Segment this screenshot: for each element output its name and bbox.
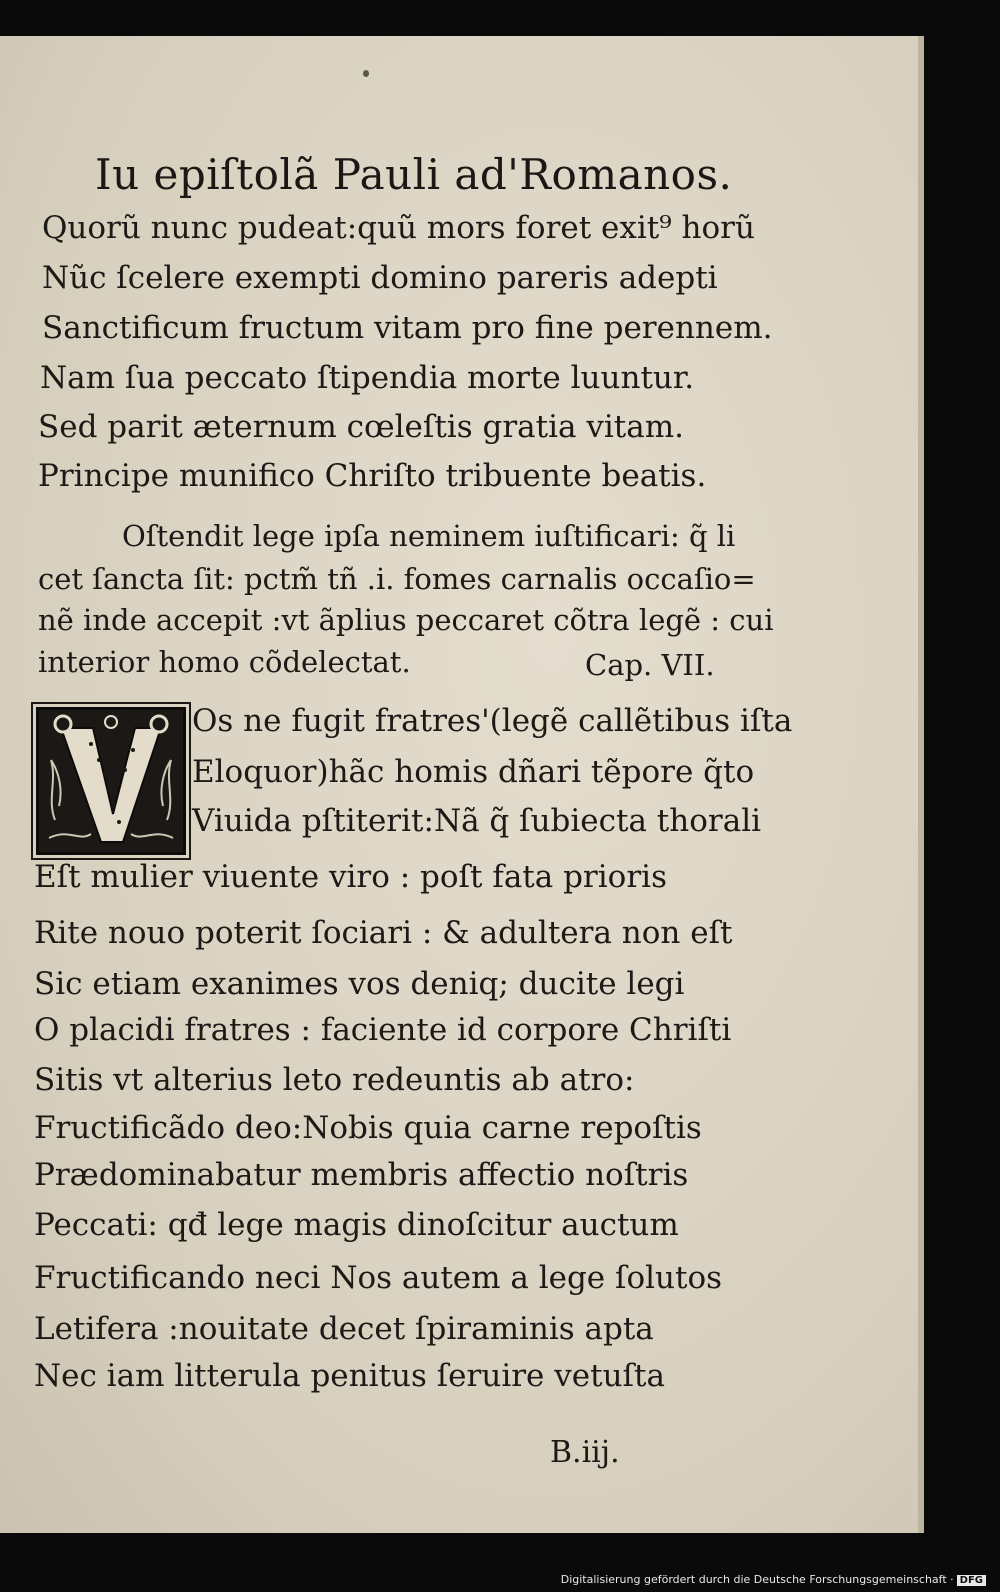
verse-line: Sed parit æternum cœleſtis gratia vitam. xyxy=(38,409,684,445)
verse-line: Fructificando neci Nos autem a lege ſolutos xyxy=(34,1260,723,1296)
ink-speck xyxy=(363,70,369,77)
verse-line: Principe munifico Chriſto tribuente beatis. xyxy=(38,458,707,494)
verse-line: Sitis vt alterius leto redeuntis ab atro: xyxy=(34,1062,635,1098)
verse-line: Fructificãdo deo:Nobis quia carne repoſtis xyxy=(34,1110,702,1146)
verse-line: Nec iam litterula penitus ſeruire vetuſta xyxy=(34,1358,665,1394)
signature-mark: B.iij. xyxy=(550,1435,620,1470)
verse-line: Os ne fugit fratres'(legẽ callẽtibus iſta xyxy=(192,703,793,739)
chapter-number: Cap. VII. xyxy=(585,648,715,682)
chapter-summary-line: Oſtendit lege ipſa neminem iuſtificari: q̃ li xyxy=(122,519,736,553)
verse-line: Prædominabatur membris affectio noſtris xyxy=(34,1157,689,1193)
decorated-initial-v-icon xyxy=(36,707,186,855)
page-title: Iu epiſtolã Pauli ad'Romanos. xyxy=(95,150,733,199)
verse-line: Eloquor)hãc homis dñari tẽpore q̃to xyxy=(192,754,755,790)
verse-line: Quorũ nunc pudeat:quũ mors foret exit⁹ horũ xyxy=(42,210,755,246)
credit-text: Digitalisierung gefördert durch die Deutsche Forschungsgemeinschaft · xyxy=(560,1573,954,1586)
dfg-logo-icon: DFG xyxy=(957,1575,986,1586)
verse-line: Peccati: qđ lege magis dinoſcitur auctum xyxy=(34,1207,679,1243)
chapter-summary-line: interior homo cõdelectat. xyxy=(38,645,411,679)
verse-line: Nam ſua peccato ſtipendia morte luuntur. xyxy=(40,360,695,396)
verse-line: Sic etiam exanimes vos deniq; ducite legi xyxy=(34,966,685,1002)
chapter-summary-line: nẽ inde accepit :vt ãplius peccaret cõtra legẽ : cui xyxy=(38,603,774,637)
verse-line: O placidi fratres : faciente id corpore Chriſti xyxy=(34,1012,732,1048)
digitization-credit xyxy=(561,1573,986,1586)
chapter-summary-line: cet ſancta ſit: pctm̃ tñ .i. fomes carnalis occaſio= xyxy=(38,562,756,596)
verse-line: Letifera :nouitate decet ſpiraminis apta xyxy=(34,1311,654,1347)
verse-line: Viuida pſtiterit:Nã q̃ ſubiecta thorali xyxy=(192,803,762,839)
verse-line: Eſt mulier viuente viro : poſt fata prioris xyxy=(34,859,667,895)
verse-line: Nũc ſcelere exempti domino pareris adepti xyxy=(42,260,718,296)
verse-line: Rite nouo poterit ſociari : & adultera non eſt xyxy=(34,915,733,951)
verse-line: Sanctificum fructum vitam pro fine perennem. xyxy=(42,310,773,346)
